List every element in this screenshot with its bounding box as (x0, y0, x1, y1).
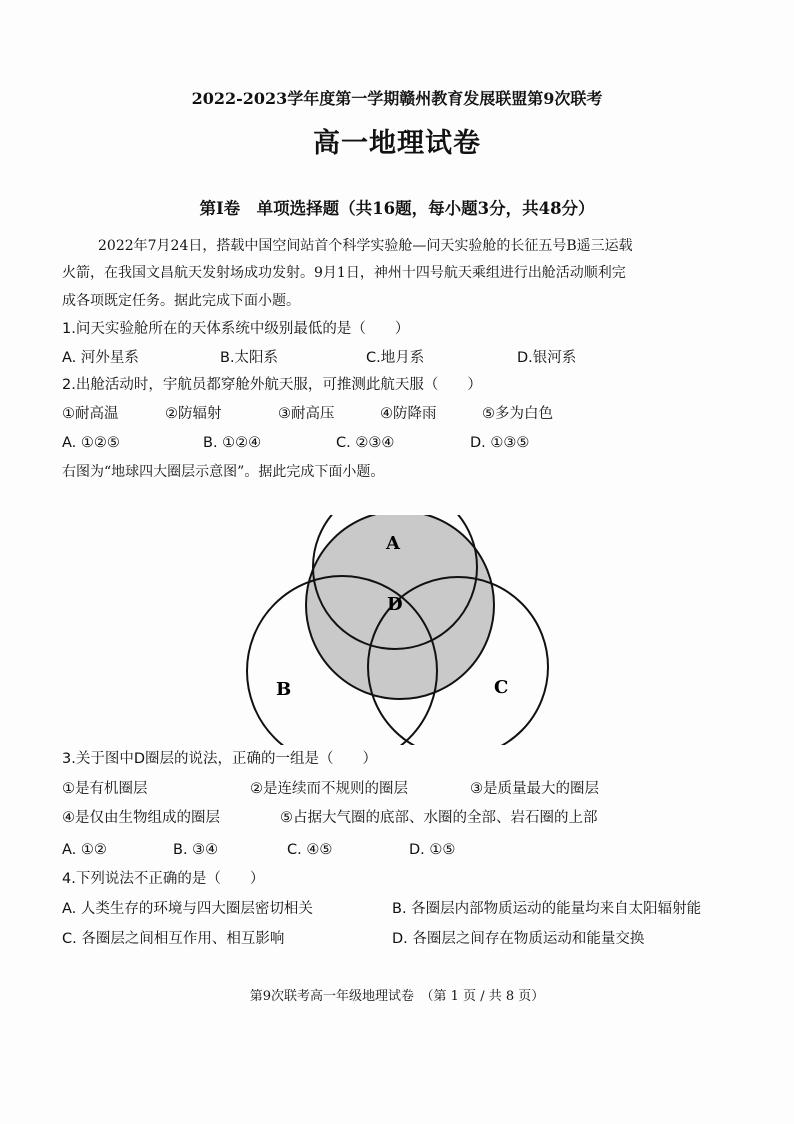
passage2-line1: 右图为“地球四大圈层示意图”。据此完成下面小题。 (62, 464, 385, 480)
q1-option-d: D.银河系 (517, 350, 577, 366)
exam-title: 2022-2023学年度第一学期赣州教育发展联盟第9次联考 (191, 89, 603, 108)
label-b: B (276, 679, 292, 700)
q2-stem: 2.出舱活动时，宇航员都穿舱外航天服，可推测此航天服（ ） (62, 377, 482, 393)
q2-item-4: ④防降雨 (380, 406, 437, 422)
section-title: 第Ⅰ卷 单项选择题（共16题，每小题3分，共48分） (199, 199, 595, 218)
q1-option-b: B.太阳系 (220, 350, 279, 366)
subject-title: 高一地理试卷 (313, 128, 481, 159)
label-c: C (494, 677, 509, 698)
label-d: D (387, 594, 403, 615)
q3-stem: 3.关于图中D圈层的说法，正确的一组是（ ） (62, 751, 377, 767)
passage1-line1: 2022年7月24日，搭载中国空间站首个科学实验舱—问天实验舱的长征五号B遥三运载 (98, 238, 633, 254)
passage1-line2: 火箭，在我国文昌航天发射场成功发射。9月1日，神州十四号航天乘组进行出舱活动顺利完 (62, 265, 626, 281)
q3-statement-5: ⑤占据大气圈的底部、水圈的全部、岩石圈的上部 (280, 810, 598, 826)
q4-stem: 4.下列说法不正确的是（ ） (62, 871, 265, 887)
q3-option-d: D. ①⑤ (409, 842, 456, 858)
q3-option-b: B. ③④ (173, 842, 219, 858)
q3-option-c: C. ④⑤ (287, 842, 333, 858)
page-footer: 第9次联考高一年级地理试卷 （第 1 页 / 共 8 页） (249, 989, 545, 1004)
q2-item-1: ①耐高温 (62, 406, 119, 422)
q4-option-d: D. 各圈层之间存在物质运动和能量交换 (392, 931, 645, 947)
q2-option-d: D. ①③⑤ (470, 435, 530, 451)
q2-item-2: ②防辐射 (165, 406, 222, 422)
q2-option-a: A. ①②⑤ (62, 435, 120, 451)
earth-spheres-venn-diagram (240, 515, 560, 745)
q2-option-c: C. ②③④ (336, 435, 395, 451)
passage1-line3: 成各项既定任务。据此完成下面小题。 (62, 293, 300, 309)
q3-statement-1: ①是有机圈层 (62, 781, 148, 797)
q4-option-b: B. 各圈层内部物质运动的能量均来自太阳辐射能 (392, 901, 702, 917)
label-a: A (386, 533, 400, 554)
q2-item-3: ③耐高压 (278, 406, 335, 422)
q1-option-c: C.地月系 (366, 350, 425, 366)
q3-statement-4: ④是仅由生物组成的圈层 (62, 810, 220, 826)
q1-option-a: A. 河外星系 (62, 350, 139, 366)
q4-option-c: C. 各圈层之间相互作用、相互影响 (62, 931, 285, 947)
q3-statement-2: ②是连续而不规则的圈层 (250, 781, 408, 797)
q2-item-5: ⑤多为白色 (482, 406, 553, 422)
q4-option-a: A. 人类生存的环境与四大圈层密切相关 (62, 901, 313, 917)
q1-stem: 1.问天实验舱所在的天体系统中级别最低的是（ ） (62, 321, 410, 337)
q3-statement-3: ③是质量最大的圈层 (470, 781, 599, 797)
q3-option-a: A. ①② (62, 842, 107, 858)
q2-option-b: B. ①②④ (203, 435, 262, 451)
